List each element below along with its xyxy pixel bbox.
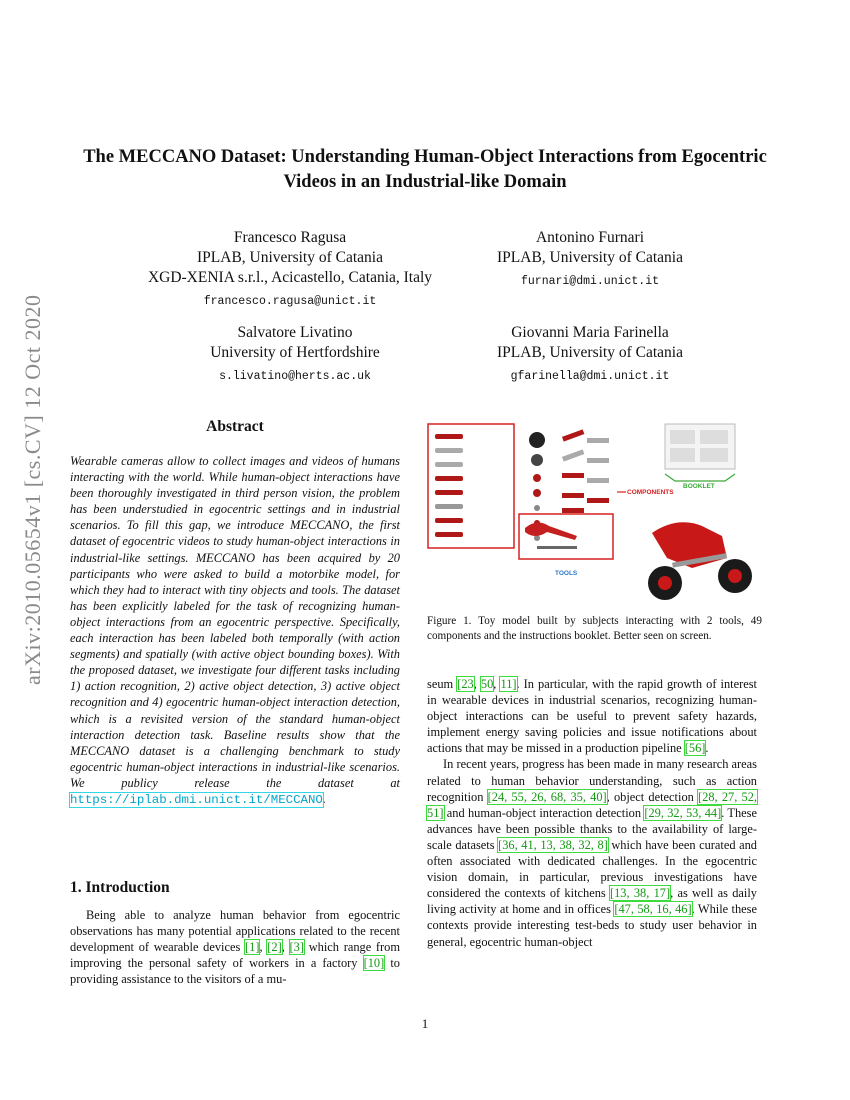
intro-paragraph: Being able to analyze human behavior from egocentric observations has many potential applications related to the recent development of wearable devices [1], [2], [3] which range from improving the personal safety of workers in a factory [10] to providing assistance to the visitors of a mu- [70, 908, 400, 987]
author-affiliation: XGD-XENIA s.r.l., Acicastello, Catania, Italy [147, 269, 433, 286]
author-name: Giovanni Maria Farinella [511, 324, 669, 341]
booklet-label: BOOKLET [683, 483, 715, 490]
author-affiliation: IPLAB, University of Catania [497, 344, 683, 361]
citation-link[interactable]: [1] [245, 940, 260, 955]
author-name: Antonino Furnari [535, 229, 645, 246]
citation-link[interactable]: [47, 58, 16, 46] [614, 902, 692, 917]
author-email: furnari@dmi.unict.it [520, 275, 660, 288]
author-email: s.livatino@herts.ac.uk [219, 370, 371, 383]
arxiv-sidebar [12, 285, 52, 685]
author-block [130, 228, 450, 312]
abstract-text: Wearable cameras allow to collect images and videos of humans interacting with the world. While human-object interactions have been thoroughly investigated in third person vision, the problem has been understudied in egocentric settings and in industrial scenarios. To fill this gap, we introduce MECCANO, the first dataset of egocentric videos to study human-object interactions in industrial-like settings. MECCANO has been acquired by 20 participants who were asked to build a motorbike model, for which they had to interact with tiny objects and tools. The dataset has been explicitly labeled for the task of recognizing human-object interactions from an egocentric perspective. Specifically, each interaction has been labeled both temporally (with action segments) and spatially (with active object bounding boxes). With the proposed dataset, we investigate four different tasks including 1) action recognition, 2) active object detection, 3) active object recognition and 4) egocentric human-object interaction detection, which is a revisited version of the standard human-object interaction detection task. Baseline results show that the MECCANO dataset is a challenging benchmark to study egocentric human-object interactions in industrial-like scenarios. We publicy release the dataset at https://iplab.dmi.unict.it/MECCANO. [70, 454, 400, 807]
citation-link[interactable]: [29, 32, 53, 44] [644, 805, 722, 820]
tools-label: TOOLS [555, 570, 578, 577]
author-email: gfarinella@dmi.unict.it [510, 370, 670, 383]
paragraph: In recent years, progress has been made in many research areas related to human behavior understanding, such as action recognition [24, 55, 26, 68, 35, 40], object detection [28, 27, 52, 51] and human-object interaction detection [29, 32, 53, 44]. These advances have been possible thanks to the availability of large-scale datasets [36, 41, 13, 38, 32, 8] which have been curated and often associated with dedicated challenges. In the egocentric vision domain, in particular, previous investigations have considered the contexts of kitchens [13, 38, 17], as well as daily living activity at home and in offices [47, 58, 16, 46]. While these contexts provide interesting test-beds to study user behavior in general, egocentric human-object [427, 757, 758, 949]
arxiv-identifier: arXiv:2010.05654v1 [cs.CV] 12 Oct 2020 [20, 294, 45, 685]
section-heading-introduction: 1. Introduction [70, 879, 170, 896]
author-affiliation: IPLAB, University of Catania [197, 249, 383, 266]
author-email: francesco.ragusa@unict.it [203, 295, 377, 308]
author-name: Francesco Ragusa [233, 229, 347, 246]
motorbike-image [648, 522, 752, 600]
author-affiliation: IPLAB, University of Catania [497, 249, 683, 266]
page-number: 1 [421, 1016, 429, 1031]
author-block [470, 323, 710, 387]
author-name: Salvatore Livatino [237, 324, 353, 341]
citation-link[interactable]: 50 [480, 677, 494, 691]
tools-items [525, 522, 577, 549]
abstract-body: Wearable cameras allow to collect images and videos of humans interacting with the world. While human-object interactions have been thoroughly investigated in third person vision, the problem has been understudied in egocentric settings and in industrial scenarios. To fill this gap, we introduce MECCANO, the first dataset of egocentric videos to study human-object interactions in industrial-like settings. MECCANO has been acquired by 20 participants who were asked to build a motorbike model, for which they had to interact with tiny objects and tools. The dataset has been explicitly labeled for the task of recognizing human-object interactions from an egocentric perspective. Specifically, each interaction has been labeled both temporally (with action segments) and spatially (with active object bounding boxes). With the proposed dataset, we investigate four different tasks including 1) action recognition, 2) active object detection, 3) active object recognition and 4) egocentric human-object interaction detection, which is a revisited version of the standard human-object interaction detection task. Baseline results show that the MECCANO dataset is a challenging benchmark to study egocentric human-object interactions in industrial-like scenarios. We publicy release the dataset at [70, 454, 400, 790]
dataset-link[interactable]: https://iplab.dmi.unict.it/MECCANO [70, 792, 323, 807]
paragraph: seum [23, 50, 11]. In particular, with the rapid growth of interest in wearable devices in industrial scenarios, recognizing human-object interactions can be useful to prevent safety hazards, implement energy saving policies and issue notifications about actions that may be missed in a production pipeline [56]. [427, 677, 757, 756]
author-block [470, 228, 710, 292]
components-box-left [428, 424, 514, 548]
figure-1 [427, 418, 762, 603]
booklet-image [665, 424, 735, 481]
citation-link[interactable]: [23 [457, 677, 474, 691]
citation-link[interactable]: 11] [500, 677, 517, 691]
citation-link[interactable]: [3] [289, 940, 304, 955]
abstract-heading: Abstract [206, 418, 264, 435]
citation-link[interactable]: [56] [684, 741, 706, 756]
citation-link[interactable]: [36, 41, 13, 38, 32, 8] [498, 837, 608, 852]
citation-link[interactable]: [28, 27, 52, 51] [427, 789, 758, 820]
author-block [150, 323, 440, 387]
citation-link[interactable]: [24, 55, 26, 68, 35, 40] [487, 789, 607, 804]
citation-link[interactable]: [13, 38, 17] [609, 886, 671, 901]
citation-link[interactable]: [2] [267, 940, 282, 955]
author-affiliation: University of Hertfordshire [210, 344, 380, 361]
components-label: COMPONENTS [627, 489, 674, 496]
figure-caption: Figure 1. Toy model built by subjects interacting with 2 tools, 49 components and the instructions booklet. Better seen on screen. [427, 615, 762, 642]
right-column-text [427, 676, 757, 950]
component-parts-left [435, 434, 463, 537]
citation-link[interactable]: [10] [363, 956, 385, 971]
paper-title: The MECCANO Dataset: Understanding Human-Object Interactions from Egocentric Videos in an Industrial-like Domain [83, 147, 767, 192]
